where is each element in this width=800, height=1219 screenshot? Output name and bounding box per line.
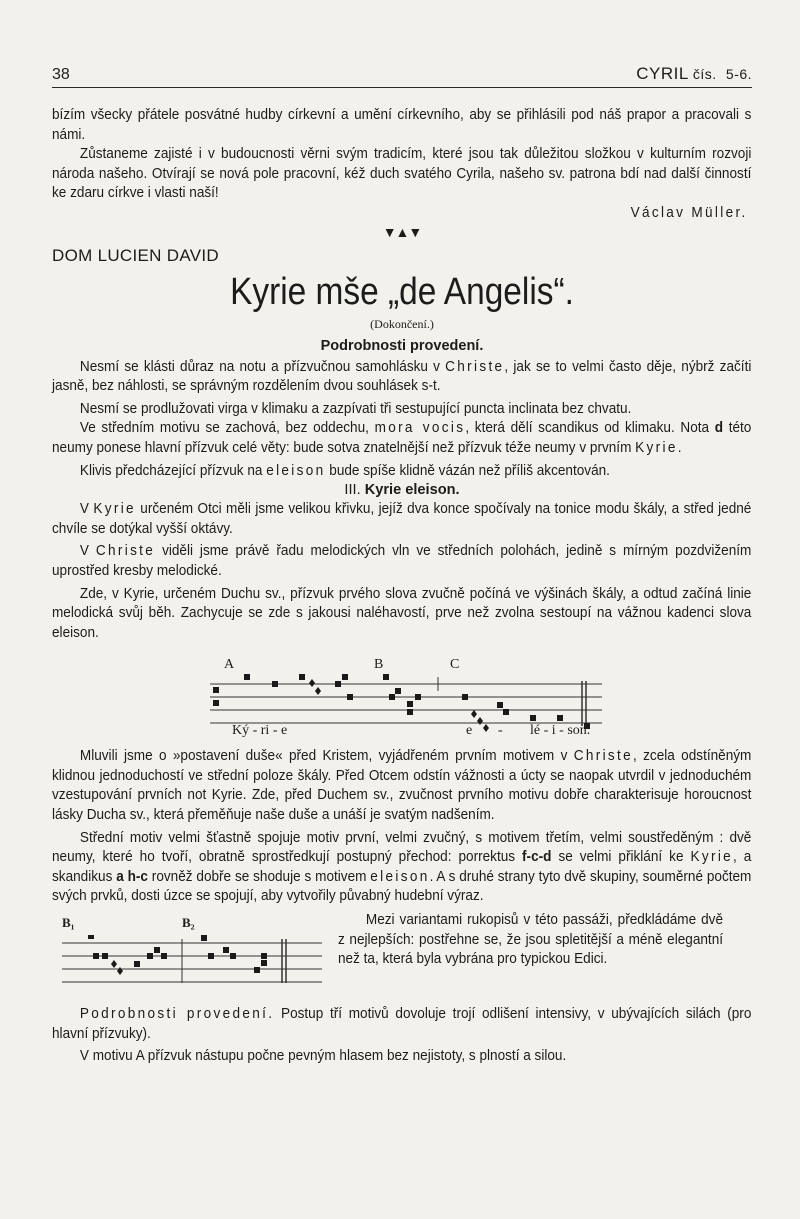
paragraph: Klivis předcházející přízvuk na eleison bude spíše klidně vázán než příliš akcentován.	[79, 462, 610, 479]
chant-notation-variants	[52, 911, 332, 997]
paragraph: Střední motiv velmi šťastně spojuje motiv první, velmi zvučný, s motivem třetím, velmi soustředěným : dvě neumy, které ho tvoří, obratně sprostředkují postupný přechod: porrektus f-c-d se velmi přiklání ke Kyrie, a skandikus a h-c rovněž dobře se shoduje s motivem eleison. A s druhé strany tyto dvě skupiny, souměrné počtem svých prvků, dosti úzce se spojují, aby vytvořily půvabný hudební výraz.	[52, 829, 752, 905]
article-body-3	[52, 747, 751, 907]
article-body-1	[52, 358, 751, 482]
page-number: 38	[52, 66, 70, 83]
variant-label-b1: B₁	[62, 915, 75, 931]
lyric-dash: -	[498, 723, 503, 739]
paragraph: Mluvili jsme o »postavení duše« před Kristem, vyjádřeném prvním motivem v Christe, zcela odstíněným klidnou jednoduchostí ve střední poloze škály. Před Otcem odstín vážnosti a úcty se naopak utvrdil v jednoduchém vzestupování prvních not Kyrie. Zde, před Duchem sv., zvučnost prvního motivu dobře charakterisuje horoucnost lásky Ducha sv., která přeměňuje naše duše a unáší je svatým nadšením.	[52, 748, 752, 824]
article-subtitle: (Dokončení.)	[370, 316, 434, 331]
paragraph: Podrobnosti provedení. Postup tří motivů dovoluje trojí odlišení intensivy, v ubývajících silách (pro hlavní přízvuky).	[52, 1006, 752, 1042]
variants-block	[52, 911, 752, 997]
variant-label-b2: B₂	[182, 915, 195, 931]
paragraph: V Christe viděli jsme právě řadu melodických vln ve středních polohách, jedině s mírným pozdvižením uprostřed kresby melodické.	[52, 543, 752, 579]
article-body-2	[52, 500, 751, 643]
ornament-divider: ▼▲▼	[382, 223, 422, 240]
page	[52, 62, 752, 1067]
paragraph: Nesmí se klásti důraz na notu a přízvučnou samohlásku v Christe, jak se to velmi často děje, nýbrž začíti jasně, bez náhlosti, se správným rozdělením dvou souhlásek s-t.	[52, 358, 752, 395]
paragraph: V motivu A přízvuk nástupu počne pevným hlasem bez nejistoty, s plností a silou.	[79, 1048, 567, 1065]
intro-paragraph-1: bízím všecky přátele posvátné hudby církevní a umění církevního, aby se přihlásili pod náš prapor a pracovali s námi.	[52, 107, 752, 143]
paragraph: Ve středním motivu se zachová, bez oddechu, mora vocis, která dělí scandikus od klimaku. Nota d této neumy ponese hlavní přízvuk celé věty: bude sotva znatelnější než přízvuk téže neumy v prvním Kyrie.	[52, 420, 752, 456]
article-title: Kyrie mše „de Angelis“.	[230, 270, 574, 313]
intro-paragraph-2: Zůstaneme zajisté i v budoucnosti věrni svým tradicím, které jsou tak důležitou složkou v kulturním rozvoji národa našeho. Otvírají se nová pole pracovní, kéž duch svatého Cyrila, našeho sv. patrona bdí nad další činností ke zdaru církve i vlasti naší!	[52, 146, 752, 202]
lyric-e: e	[466, 723, 473, 739]
variants-text: Mezi variantami rukopisů v této passáži, předkládáme dvě z nejlepších: postřehne se, že jsou spletitější a méně elegantní než ta, která byla vybrána pro typickou Edici.	[338, 912, 724, 968]
issue-label: čís.	[692, 66, 717, 82]
article-body-4	[52, 1005, 751, 1067]
note-d: d	[714, 420, 724, 437]
paragraph: Zde, v Kyrie, určeném Duchu sv., přízvuk prvého slova zvučně počíná ve výšinách škály, a odtud začíná linie melodická svůj běh. Zachycuje se zde s jakousi naléhavostí, prve než zvolna sestoupí na vážnou kadenci slova eleison.	[52, 585, 752, 641]
paragraph: V Kyrie určeném Otci měli jsme velikou křivku, jejíž dva konce spočívaly na tonice modu škály, a střed jedné chvíle se dotýkal vyšší oktávy.	[52, 501, 752, 537]
issue-number: 5-6.	[725, 66, 752, 82]
lyric-eleison: lé - i - son.	[530, 723, 591, 739]
article-author: DOM LUCIEN DAVID	[52, 245, 219, 265]
chant-label-c: C	[450, 657, 460, 673]
intro-text	[52, 106, 751, 224]
chant-label-a: A	[224, 657, 235, 673]
lyric-kyrie: Ký - ri - e	[232, 723, 288, 739]
signature: Václav Müller.	[630, 204, 748, 221]
chant-label-b: B	[374, 657, 384, 673]
magazine-name: CYRIL	[636, 64, 689, 83]
running-header	[52, 62, 752, 88]
chant-notation-kyrie	[202, 651, 622, 743]
paragraph: Nesmí se prodlužovati virga v klimaku a zazpívati tři sestupující puncta inclinata bez chvatu.	[79, 400, 632, 417]
section-3-heading: III. Kyrie eleison.	[344, 482, 460, 499]
magazine-title	[636, 64, 752, 84]
section-heading: Podrobnosti provedení.	[320, 337, 484, 354]
